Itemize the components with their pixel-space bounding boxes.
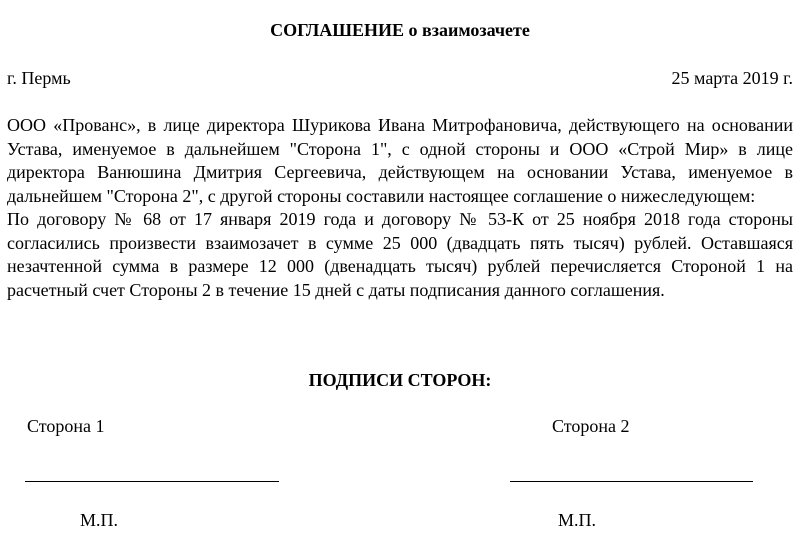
city: г. Пермь — [7, 68, 71, 88]
document-title: СОГЛАШЕНИЕ о взаимозачете — [270, 20, 530, 40]
party-2-signature-line — [510, 481, 753, 482]
party-2-stamp-label: М.П. — [558, 510, 597, 530]
document-date: 25 марта 2019 г. — [671, 68, 793, 88]
paragraph-parties: ООО «Прованс», в лице директора Шурикова Ивана Митрофановича, действующего на основании Устава, именуемое в дальнейшем "Сторона 1", с одной стороны и ООО «Строй Мир» в лице директора Ванюшина Дмитрия Сергеевича, действующем на основании Устава, именуемое в дальнейшем "Сторона 2", с другой стороны составили настоящее соглашение о нижеследующем: — [7, 115, 793, 206]
signatures-heading: ПОДПИСИ СТОРОН: — [308, 370, 492, 390]
party-2-label: Сторона 2 — [552, 416, 630, 436]
party-1-signature-line — [25, 481, 279, 482]
party-1-stamp-label: М.П. — [80, 510, 119, 530]
paragraph-terms: По договору № 68 от 17 января 2019 года и договору № 53-К от 25 ноября 2018 года стороны согласились произвести взаимозачет в сумме 25 000 (двадцать пять тысяч) рублей. Оставшаяся незачтенной сумма в размере 12 000 (двенадцать тысяч) рублей перечисляется Стороной 1 на расчетный счет Стороны 2 в течение 15 дней с даты подписания данного соглашения. — [7, 209, 793, 300]
party-1-label: Сторона 1 — [27, 416, 105, 436]
agreement-document — [7, 0, 793, 551]
agreement-body — [7, 114, 793, 302]
